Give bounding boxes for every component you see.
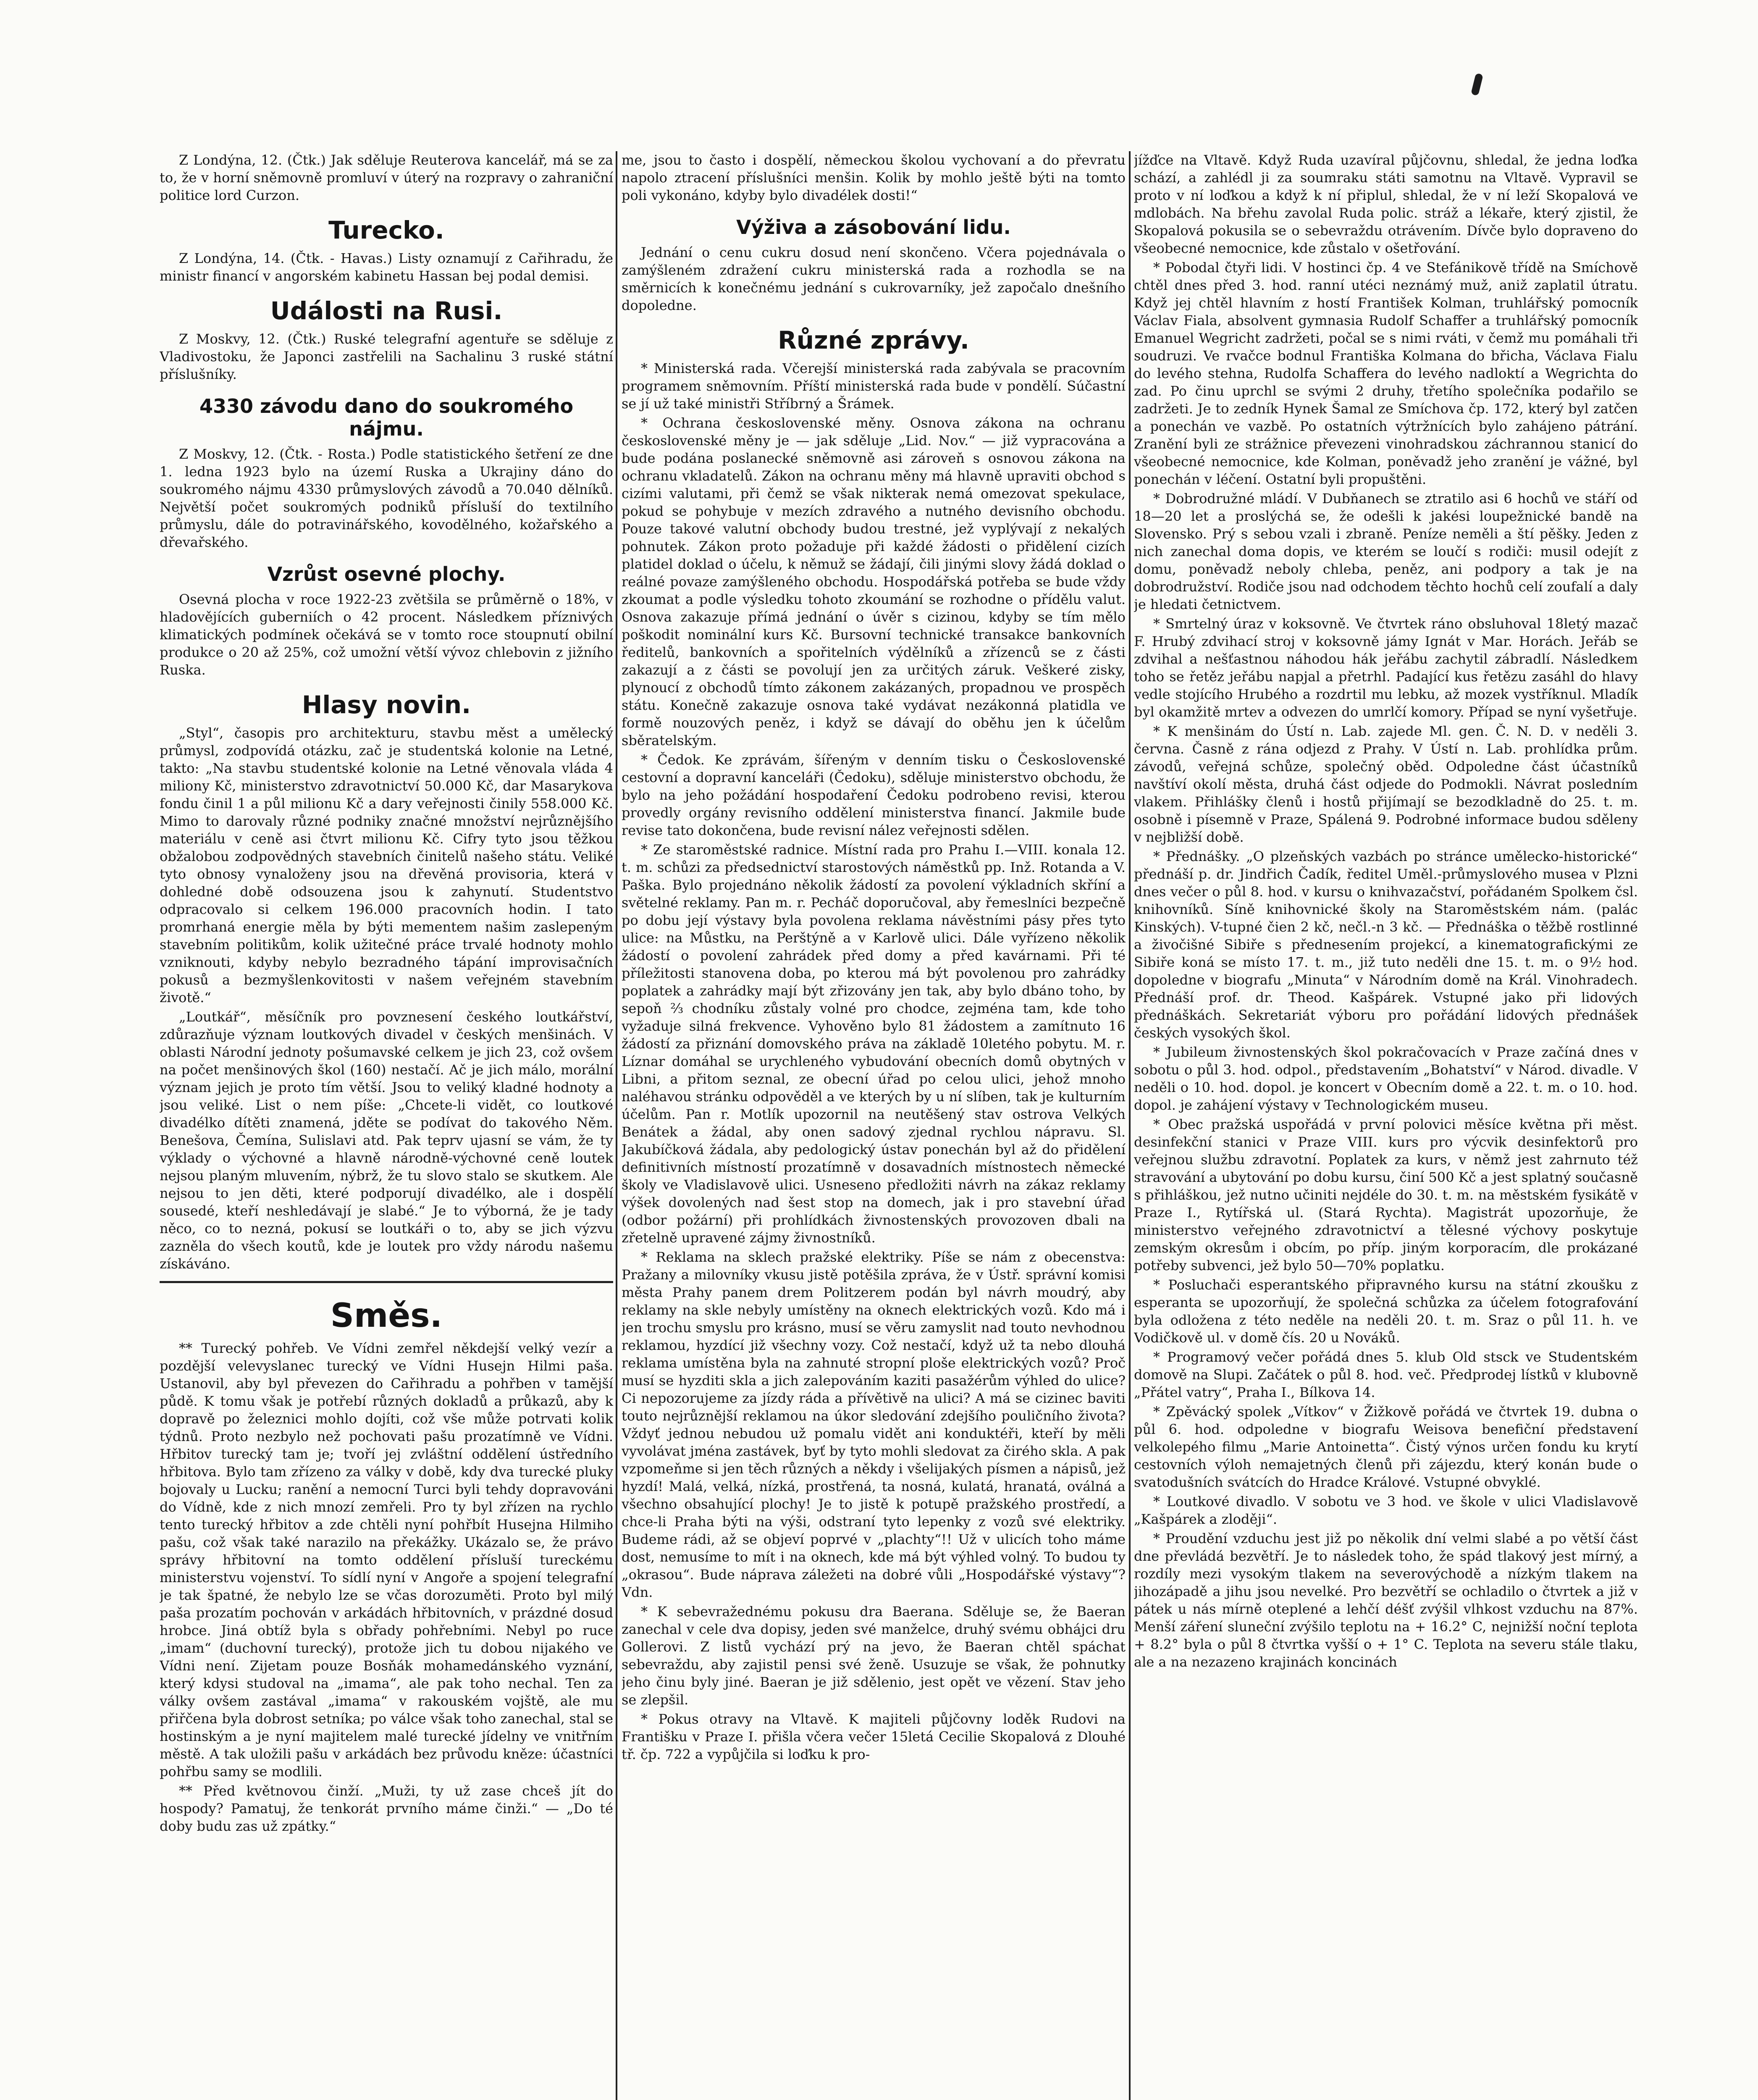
article-paragraph: * K sebevražednému pokusu dra Baerana. Sděluje se, že Baeran zanechal v cele dva dopisy, jeden své manželce, druhý svému obhájci dru Gollerovi. Z listů vychází prý na jevo, že Baeran chtěl spáchat sebevraždu, aby zajistil pensi své ženě. Usuzuje se však, že pohnutky jeho činu byly jiné. Baeran je již sdělenio, jest opět ve vězení. Stav jeho se zlepšil. [622,1604,1126,1708]
article-paragraph: Z Moskvy, 12. (Čtk.) Ruské telegrafní agentuře se sděluje z Vladivostoku, že Japonci zastřelili na Sachalinu 3 ruské státní příslušníky. [160,331,613,382]
article-paragraph: * Reklama na sklech pražské elektriky. Píše se nám z obecenstva: Pražany a milovníky vkusu jistě potěšila zpráva, že v Ústř. správní komisi města Prahy panem drem Politzerem podán byl návrh moudrý, aby reklamy na skle nebyly umístěny na oknech elektrických vozů. Kdo má i jen trochu smyslu pro krásno, musí se věru zamyslit nad touto nevhodnou reklamou, hyzdící již všechny vozy. Což nestačí, když už ta nebo dlouhá reklama umístěna byla na zahnuté stropní ploše elektrických vozů? Proč musí se hyzditi skla a jich zalepováním kaziti pasažérům výhled do ulice? Ci nepozorujeme za jízdy ráda a přívětivě na ulici? A má se cizinec baviti touto nejrůznější reklamou na úkor sledování zdejšího pouličního života? Vždyť jednou nebudou už pomalu vidět ani konduktéři, kteří by měli vyvolávat jména zastávek, byť by tyto mohli sledovat za čirého skla. A pak vzpomeňme si jen těch různých a někdy i všelijakých písmen a nápisů, jež hyzdí! Malá, velká, nízká, prostřená, ta nosná, kulatá, hranatá, oválná a všechno obsahující plochy! Je to jistě k potupě pražského prostředí, a chce-li Praha býti na výši, odstraní tyto lepenky z vozů své elektriky. Budeme rádi, až se objeví poprvé v „plachty“!! Už v ulicích toho máme dost, nemusíme to mít i na oknech, kde má být výhled volný. To budou ty „okrasou“. Bude náprava záležeti na dobré vůli „Hospodářské výstavy“? Vdn. [622,1249,1126,1600]
article-paragraph: * Programový večer pořádá dnes 5. klub Old stsck ve Studentském domově na Slupi. Začátek o půl 8. hod. več. Předprodej lístků v klubovně „Přátel vatry“, Praha I., Bílkova 14. [1134,1349,1638,1400]
article-paragraph: Z Londýna, 12. (Čtk.) Jak sděluje Reuterova kancelář, má se za to, že v horní sněmovně promluví v úterý na rozpravy o zahraniční politice lord Curzon. [160,152,613,203]
article-paragraph: * Loutkové divadlo. V sobotu ve 3 hod. ve škole v ulici Vladislavově „Kašpárek a zloději“. [1134,1494,1638,1527]
section-heading: Vzrůst osevné plochy. [267,563,506,585]
article-paragraph: * Čedok. Ke zprávám, šířeným v denním tisku o Československé cestovní a dopravní kanceláři (Čedoku), sděluje ministerstvo obchodu, že bylo na jeho požádání hospodaření Čedoku podrobeno revisi, kterou provedly orgány revisního oddělení ministerstva financí. Jakmile bude revise tato dokončena, bude revisní nález veřejnosti sdělen. [622,752,1126,838]
article-paragraph: „Styl“, časopis pro architekturu, stavbu měst a umělecký průmysl, zodpovídá otázku, zač je studentská kolonie na Letné, takto: „Na stavbu studentské kolonie na Letné věnovala vláda 4 miliony Kč, ministerstvo zdravotnictví 50.000 Kč, dar Masarykova fondu činil 1 a půl milionu Kč a dary veřejnosti činily 558.000 Kč. Mimo to darovaly různé podniky značné množství nejrůznějšího materiálu v ceně asi čtvrt milionu Kč. Cifry tyto jsou těžkou obžalobou zodpovědných stavebních činitelů našeho státu. Veliké tyto obnosy vynaloženy jsou na dřevěná provisoria, která v dohledné době odsouzena jsou k zahynutí. Studentstvo odpracovalo si celkem 196.000 pracovních hodin. I tato promrhaná energie měla by býti mementem našim zaslepeným stavebním politikům, kolik užitečné práce trvalé hodnoty mohlo vzniknouti, kdyby nebylo bezradného tápání improvisačních pokusů a bezmyšlenkovitosti v našem veřejném stavebním životě.“ [160,725,613,1005]
column-divider [1129,151,1131,2100]
article-paragraph: * Smrtelný úraz v koksovně. Ve čtvrtek ráno obsluhoval 18letý mazač F. Hrubý zdvihací stroj v koksovně jámy Ignát v Mar. Horách. Jeřáb se zdvihal a nešťastnou náhodou hák jeřábu zachytil zábradlí. Následkem toho se řetěz jeřábu napjal a přetrhl. Padající kus řetězu zasáhl do hlavy vedle stojícího Hrubého a rozdrtil mu lebku, až mozek vystříknul. Mladík byl okamžitě mrtev a odvezen do umrlčí komory. Případ se nyní vyšetřuje. [1134,616,1638,720]
article-paragraph: * Ministerská rada. Včerejší ministerská rada zabývala se pracovním programem sněmovním. Příští ministerská rada bude v pondělí. Súčastní se jí už také ministři Stříbrný a Šrámek. [622,360,1126,412]
section-heading: 4330 závodu dano do soukromého nájmu. [199,395,574,440]
section-rule [160,1281,613,1283]
article-paragraph: * Ochrana československé měny. Osnova zákona na ochranu československé měny je — jak sděluje „Lid. Nov.“ — již vypracována a bude podána poslanecké sněmovně asi zároveň s osnovou zákona na ochranu vkladatelů. Zákon na ochranu měny má hlavně upraviti obchod s cizími valutami, při čemž se však nikterak nemá omezovat spekulace, pokud se pohybuje v mezích zdravého a nutného devisního obchodu. Pouze takové valutní obchody budou trestné, jež vyplývají z nekalých pohnutek. Zákon proto požaduje při každé žádosti o přidělení cizích platidel doklad o účelu, k němuž se žádají, čili jinými slovy žádá doklad o reálné povaze zamýšleného obchodu. Hospodářská potřeba se bude vždy zkoumat a podle výsledku tohoto zkoumání se rozhodne o přídělu valut. Osnova zakazuje přímá jednání o úvěr s cizinou, kdyby se tím mělo poškodit nominální kurs Kč. Bursovní technické transakce bankovních ředitelů, bankovních a spořitelních výdělníků a zřízenců se z části zakazují a z části se povolují jen za určitých záruk. Veškeré zisky, plynoucí z obchodů tímto zákonem zakázaných, propadnou ve prospěch státu. Konečně zakazuje osnova také vydávat nezákonná platidla ve formě nouzových peněz, i když se dávají do oběhu jen k účelům sběratelským. [622,415,1126,748]
article-paragraph: * Dobrodružné mládí. V Dubňanech se ztratilo asi 6 hochů ve stáří od 18—20 let a proslýchá se, že odešli k jakési loupežnické bandě na Slovensko. Prý s sebou vzali i zbraně. Peníze neměli a ští pěšky. Jeden z nich zanechal doma dopis, ve kterém se loučí s rodiči: musil odejít z domu, poněvadž neboly chleba, peněz, ani podpory a tak je na dobrodružství. Rodiče jsou nad odchodem těchto hochů celí zoufalí a daly je hledati četnictvem. [1134,491,1638,612]
section-heading: Turecko. [328,216,444,244]
article-paragraph: * Ze staroměstské radnice. Místní rada pro Prahu I.—VIII. konala 12. t. m. schůzi za předsednictví starostových náměstků pp. Inž. Rotanda a V. Paška. Bylo projednáno několik žádostí za povolení výkladních skříní a světelné reklamy. Pan m. r. Pecháč doporučoval, aby řemeslníci bezpečně po dobu její výstavy byla povolena reklama návěstními pásy přes tyto ulice: na Můstku, na Perštýně a v Karlově ulici. Dále vyřízeno několik žádostí o povolení zahrádek před domy a před kavárnami. Při té příležitosti stanovena doba, po kterou má být povolenou pro zahrádky poplatek a zahrádky mají být zřizovány jen tak, aby bylo dbáno toho, by sepoň ⅔ chodníku zůstaly volné pro chodce, zejména tam, kde toho vyžaduje silná frekvence. Vyhověno bylo 81 žádostem a zamítnuto 16 žádostí za přiznání domovského práva na základě 10letého pobytu. M. r. Líznar domáhal se urychleného vybudování obecních domů obytných v Libni, a přitom seznal, ze obecní úřad po celou ulici, jehož mnoho naléhavou stránku odpověděl a ve kterých by u ní slíben, tak je kulturním účelům. Pan r. Motlík upozornil na neutěšený stav ostrova Velkých Benátek a žádal, aby onen sadový zjednal rychlou nápravu. Sl. Jakubíčková žádala, aby pedologický ústav ponechán byl až do přidělení definitivních místností prozatímně v dosavadních místnostech německé školy ve Vladislavově ulici. Usneseno předložiti návrh na zákaz reklamy výšek dovolených nad šest stop na domech, jak i pro stavební úřad (odbor požární) při prohlídkách živnostenských provozoven dbali na zřetelně upravené zájmy živnostníků. [622,842,1126,1246]
article-paragraph: Z Londýna, 14. (Čtk. - Havas.) Listy oznamují z Cařihradu, že ministr financí v angorském kabinetu Hassan bej podal demisi. [160,250,613,284]
article-paragraph: * K menšinám do Ústí n. Lab. zajede Ml. gen. Č. N. D. v neděli 3. června. Časně z rána odjezd z Prahy. V Ústí n. Lab. prohlídka prům. závodů, veřejná schůze, společný oběd. Odpoledne část účastníků navštíví okolí města, druhá část odjede do Podmokli. Návrat posledním vlakem. Přihlášky členů i hostů přijímají se bezodkladně do 25. t. m. osobně i písemně v Praze, Spálená 9. Podrobné informace budou sděleny v nejbližší době. [1134,723,1638,845]
column-1 [160,151,613,2100]
section-heading: Výživa a zásobování lidu. [736,216,1011,239]
article-paragraph: * Obec pražská uspořádá v první polovici měsíce května při měst. desinfekční stanici v Praze VIII. kurs pro výcvik desinfektorů pro veřejnou službu zdravotní. Poplatek za kurs, v němž jest zahrnuto též stravování a ubytování po dobu kursu, činí 500 Kč a jest splatný současně s přihláškou, jež nutno učiniti nejdéle do 30. t. m. na městském fysikátě v Praze I., Rytířská ul. (Stará Rychta). Magistrát upozorňuje, že ministerstvo veřejného zdravotnictví a tělesné výchovy poskytuje zemským okresům i obcím, po příp. jiným korporacím, dle prokázané potřeby subvenci, jež bylo 50—70% poplatku. [1134,1116,1638,1273]
article-paragraph: ** Turecký pohřeb. Ve Vídni zemřel někdejší velký vezír a pozdější velevyslanec turecký ve Vídni Husejn Hilmi paša. Ustanovil, aby byl převezen do Cařihradu a pohřben v tamější půdě. K tomu však je potřebí různých dokladů a průkazů, aby k dopravě po železnici mohlo dojíti, což vše může potrvati kolik týdnů. Proto nezbylo než pochovati pašu prozatímně ve Vídni. Hřbitov turecký tam je; tvoří jej zvláštní oddělení ústředního hřbitova. Bylo tam zřízeno za války v době, kdy dva turecké pluky bojovaly u Lucku; ranění a nemocní Turci byli tehdy dopravováni do Vídně, kde z nich mnozí zemřeli. Pro ty byl zřízen na rychlo tento turecký hřbitov a zde chtěli nyní pohřbít Husejna Hilmiho pašu, což však také narazilo na překážky. Ukázalo se, že právo správy hřbitovní na tomto oddělení přísluší tureckému ministerstvu vojenství. To sídlí nyní v Angoře a spojení telegrafní je tak špatné, že nebylo lze se včas dorozuměti. Proto byl milý paša prozatím pochován v arkádách hřbitovních, v prázdné dosud hrobce. Jiná obtíž byla s obřady pohřebními. Nebyl po ruce „imam“ (duchovní turecký), protože jich tu dobou nijakého ve Vídni není. Zijetam pouze Bosňák mohamedánského vyznání, který kdysi studoval na „imama“, ale pak toho nechal. Ten za války ovšem zastával „imama“ v rakouském vojště, ale mu přiřčena byla dobrost setníka; po válce však toho zanechal, stal se hostinským a je nyní majitelem malé turecké jídelny ve vnitřním městě. A tak uložili pašu v arkádách bez průvodu kněze: účastníci pohřbu samy se modlili. [160,1340,613,1780]
column-2 [622,151,1126,2100]
section-heading: Směs. [330,1297,443,1335]
article-paragraph: * Proudění vzduchu jest již po několik dní velmi slabé a po větší část dne převládá bezvětří. Je to následek toho, že spád tlakový jest mírný, a rozdíly mezi vysokým tlakem na severovýchodě a nízkým tlakem na jihozápadě a jihu jsou nevelké. Pro bezvětří se ochladilo o čtvrtek a již v pátek u nás mírně oteplené a lehčí déšť zvýšil vlhkost vzduchu na 87%. Menší záření sluneční zvýšilo teplotu na + 16.2° C, nejnižší noční teplota + 8.2° byla o půl 8 čtvrtka vyšší o + 1° C. Teplota na severu stále tlaku, ale a na nezazeno krajinách koncinách [1134,1530,1638,1670]
section-heading: Hlasy novin. [302,690,471,719]
article-paragraph: * Pokus otravy na Vltavě. K majiteli půjčovny loděk Rudovi na Františku v Praze I. přišla včera večer 15letá Cecilie Skopalová z Dlouhé tř. čp. 722 a vypůjčila si loďku k pro- [622,1711,1126,1762]
article-paragraph: * Přednášky. „O plzeňských vazbách po stránce umělecko-historické“ přednáší p. dr. Jindřich Čadík, ředitel Uměl.-průmyslového musea v Plzni dnes večer o půl 8. hod. v kursu o knihvazačství, pořádaném Spolkem čsl. knihovníků. Síně knihovnické školy na Staroměstském nám. (palác Kinských). V-tupné čien 2 kč, nečl.-n 3 kč. — Přednáška o těžbě rostlinné a živočišné Sibiře s přednesením projekcí, a kinematografickými ze Sibiře koná se místo 17. t. m., již tuto neděli dne 15. t. m. o 9½ hod. dopoledne v biografu „Minuta“ v Národním domě na Král. Vinohradech. Přednáší prof. dr. Theod. Kašpárek. Vstupné jako při lidových přednáškách. Sekretariát výboru pro pořádání lidových přednášek českých vysokých škol. [1134,848,1638,1041]
article-paragraph: * Posluchači esperantského připravného kursu na státní zkoušku z esperanta se upozorňují, že společná schůzka za účelem fotografování byla odložena z této neděle na neděli 20. t. m. Sraz o půl 11. h. ve Vodičkově ul. v domě čís. 20 u Nováků. [1134,1277,1638,1346]
article-paragraph: * Pobodal čtyři lidi. V hostinci čp. 4 ve Stefánikově třídě na Smíchově chtěl dnes před 3. hod. ranní utéci neznámý muž, aniž zaplatil útratu. Když jej chtěl hlavním z hostí František Kolman, truhlářský pomocník Václav Fiala, absolvent gymnasia Rudolf Schaffer a truhlářský pomocník Emanuel Wegricht zadržeti, počal se s nimi rváti, v čemž mu pomáhali tři soudruzi. Ve rvačce bodnul Františka Kolmana do břicha, Václava Fialu do levého stehna, Rudolfa Schaffera do levého nadloktí a Wegrichta do zad. Po činu uprchl se svými 2 druhy, třetího společníka podařilo se zadržeti. Je to zedník Hynek Šamal ze Smíchova čp. 172, který byl zatčen a ponechán ve vazbě. Po ostatních výtržnících bylo zahájeno pátrání. Zranění byli ze strážnice převezeni vinohradskou záchrannou stanicí do všeobecné nemocnice, kde Kolman, poněvadž jeho zranění je vážné, byl ponechán v léčení. Ostatní byli propuštěni. [1134,260,1638,487]
column-3 [1134,151,1638,2100]
article-paragraph: jížďce na Vltavě. Když Ruda uzavíral půjčovnu, shledal, že jedna loďka schází, a zahlédl ji za soumraku státi samotnu na Vltavě. Vypravil se proto v ní loďkou a když k ní připlul, shledal, že v ní leží Skopalová ve mdlobách. Na břehu zavolal Ruda polic. stráž a lékaře, který zjistil, že Skopalová pokusila se o sebevraždu otrávením. Dívče bylo dopraveno do všeobecné nemocnice, kde zůstalo v ošetřování. [1134,152,1638,256]
article-paragraph: Z Moskvy, 12. (Čtk. - Rosta.) Podle statistického šetření ze dne 1. ledna 1923 bylo na území Ruska a Ukrajiny dáno do soukromého nájmu 4330 průmyslových závodů a 70.040 dělníků. Největší počet soukromých podniků přísluší do textilního průmyslu, dále do potravinářského, kovodělného, kožařského a dřevařského. [160,446,613,550]
article-paragraph: ** Před květnovou činží. „Muži, ty už zase chceš jít do hospody? Pamatuj, že tenkorát prvního máme činži.“ — „Do té doby budu zas už zpátky.“ [160,1783,613,1834]
article-paragraph: me, jsou to často i dospělí, německou školou vychovaní a do převratu napolo ztracení příslušníci menšin. Kolik by mohlo ještě býti na tomto poli vykonáno, kdyby bylo divadélek dosti!“ [622,152,1126,203]
article-paragraph: * Zpěvácký spolek „Vítkov“ v Žižkově pořádá ve čtvrtek 19. dubna o půl 6. hod. odpoledne v biografu Weisova benefiční představení velkolepého filmu „Marie Antoinetta“. Čistý výnos určen fondu ku krytí cestovních výloh nemajetných členů při zájezdu, který konán bude o svatodušních svátcích do Hradce Králové. Vstupné obvyklé. [1134,1404,1638,1490]
article-paragraph: Jednání o cenu cukru dosud není skončeno. Včera pojednávala o zamýšleném zdražení cukru ministerská rada a rozhodla se na směrnicích k konečnému jednání s cukrovarníky, jež započalo dnešního dopoledne. [622,244,1126,313]
article-paragraph: * Jubileum živnostenských škol pokračovacích v Praze začíná dnes v sobotu o půl 3. hod. odpol., představením „Bohatství“ v Národ. divadle. V neděli o 10. hod. dopol. je koncert v Obecním domě a 22. t. m. o 10. hod. dopol. je zahájení výstavy v Technologickém museu. [1134,1044,1638,1113]
article-paragraph: „Loutkář“, měsíčník pro povznesení českého loutkářství, zdůrazňuje význam loutkových divadel v českých menšinách. V oblasti Národní jednoty pošumavské celkem je jich 23, což ovšem na počet menšinových škol (160) nestačí. Ač je jich málo, morální význam jejich je proto tím větší. Jsou to veliký kladné hodnoty a jsou veliké. List o nem píše: „Chcete-li vidět, co loutkové divadélko dítěti znamená, jděte se podívat do takového Něm. Benešova, Čemína, Sulislavi atd. Pak teprv ujasní se vám, že ty výklady o výchovné a hlavně národně-výchovné ceně loutek nejsou planým mluvením, nýbrž, že tu slovo stalo se skutkem. Ale nejsou to jen děti, které podporují divadélko, ale i dospělí sousedé, kteří neshledávají je slabé.“ Je to výborná, že je tady něco, co to nezná, pokusí se loutkáři o to, aby se jich výzvu zazněla do všech koutů, kde je loutek pro vždy národu našemu získáváno. [160,1009,613,1272]
section-heading: Různé zprávy. [778,326,969,354]
ink-mark [1471,73,1483,96]
column-divider [616,151,617,2100]
section-heading: Události na Rusi. [270,297,503,325]
article-paragraph: Osevná plocha v roce 1922-23 zvětšila se průměrně o 18%, v hladovějících guberniích o 42 procent. Následkem příznivých klimatických podmínek očekává se v tomto roce stoupnutí obilní produkce o 20 až 25%, což umožní větší vývoz chlebovin z jižního Ruska. [160,591,613,678]
